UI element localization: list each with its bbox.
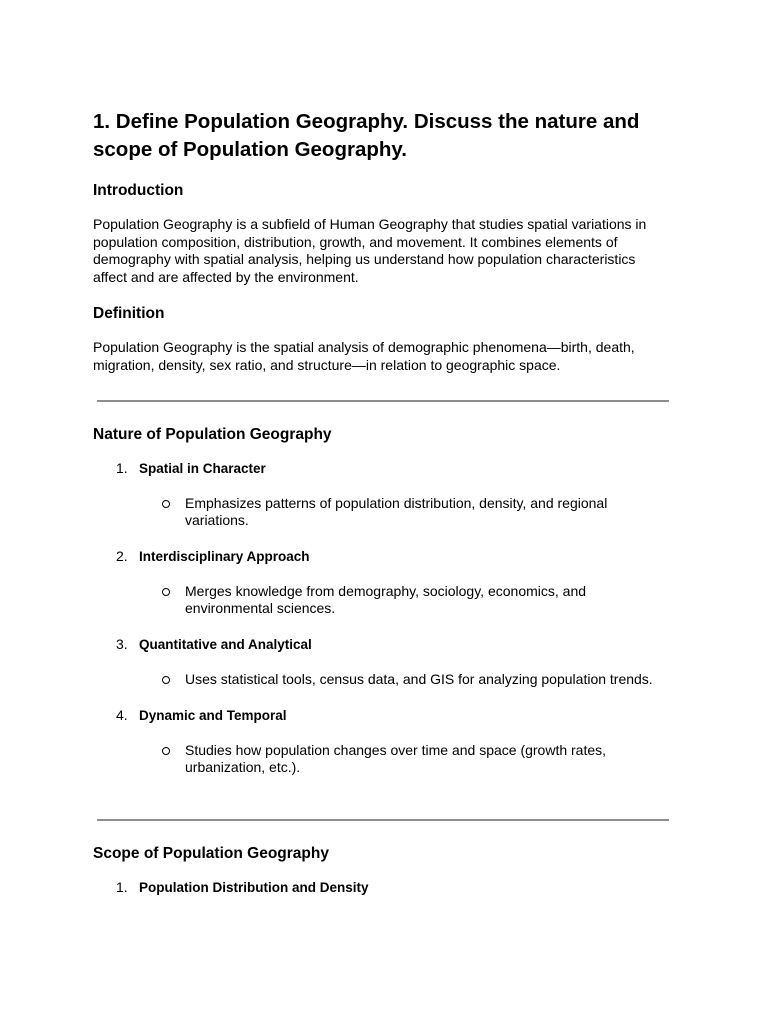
sub-bullet-text: Merges knowledge from demography, sociology, economics, and environmental sciences. — [185, 582, 587, 617]
introduction-text: Population Geography is a subfield of Human Geography that studies spatial variations in population composition, distribution, growth, and movement. It combines elements of demography with spatial analysis, helping us understand how population characteristics affect and are affected by the environment. — [93, 216, 647, 285]
list-item — [93, 460, 673, 530]
list-item — [93, 548, 673, 618]
sub-bullet-text: Studies how population changes over time and space (growth rates, urbanization, etc.). — [185, 741, 607, 776]
page-title: 1. Define Population Geography. Discuss the nature and scope of Population Geography. — [93, 110, 640, 161]
item-number: 4. — [116, 706, 128, 723]
section-divider — [97, 400, 669, 402]
sub-bullet-text: Uses statistical tools, census data, and GIS for analyzing population trends. — [185, 670, 653, 687]
item-number: 2. — [116, 547, 128, 564]
document-page — [93, 108, 673, 914]
item-number: 3. — [116, 635, 128, 652]
item-label: Population Distribution and Density — [139, 879, 369, 895]
nature-heading: Nature of Population Geography — [93, 425, 332, 443]
item-label: Spatial in Character — [139, 460, 266, 476]
definition-text: Population Geography is the spatial analysis of demographic phenomena—birth, death, migration, density, sex ratio, and structure—in relation to geographic space. — [93, 339, 635, 373]
sub-bullet — [93, 583, 665, 618]
sub-bullet — [93, 495, 665, 530]
scope-list — [93, 879, 673, 896]
hollow-bullet-icon — [162, 588, 170, 596]
introduction-heading: Introduction — [93, 182, 184, 199]
scope-heading: Scope of Population Geography — [93, 844, 329, 862]
item-label: Dynamic and Temporal — [139, 707, 287, 723]
section-divider — [97, 819, 669, 821]
item-label: Interdisciplinary Approach — [139, 548, 310, 564]
item-number: 1. — [116, 459, 128, 476]
list-item — [93, 707, 673, 777]
item-number: 1. — [116, 878, 128, 895]
sub-bullet — [93, 742, 665, 777]
definition-heading: Definition — [93, 305, 165, 323]
list-item — [93, 636, 673, 689]
sub-bullet — [93, 671, 685, 689]
sub-bullet-text: Emphasizes patterns of population distribution, density, and regional variations. — [185, 494, 608, 529]
list-item — [93, 879, 673, 896]
hollow-bullet-icon — [162, 676, 170, 684]
hollow-bullet-icon — [162, 747, 170, 755]
item-label: Quantitative and Analytical — [139, 636, 312, 652]
hollow-bullet-icon — [162, 500, 170, 508]
nature-list — [93, 460, 673, 777]
